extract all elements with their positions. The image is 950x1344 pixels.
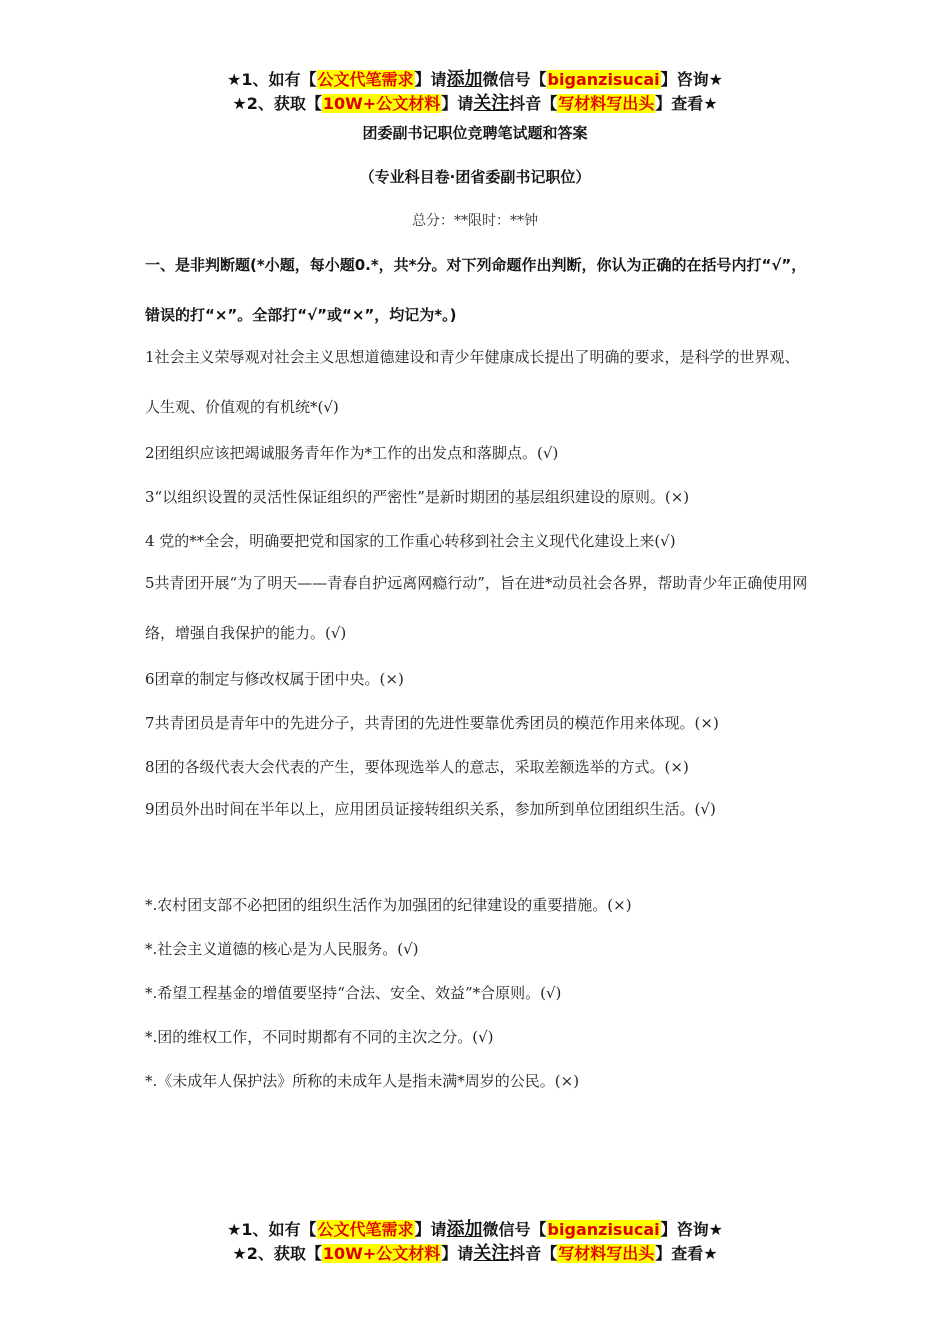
question-item: *.《未成年人保护法》所称的未成年人是指未满*周岁的公民。(×)	[145, 1072, 580, 1090]
banner-text: 】请	[441, 1244, 474, 1263]
section-heading-true-false: 一、是非判断题(*小题，每小题0.*，共*分。对下列命题作出判断，你认为正确的在括号内打“√”，错误的打“×”。全部打“√”或“×”，均记为*。)	[145, 256, 807, 324]
banner-emphasis: 添加	[446, 1219, 483, 1240]
banner-highlight: 公文代笔需求	[317, 1220, 414, 1239]
banner-text: 】请	[441, 94, 474, 113]
banner-line-1	[0, 68, 950, 92]
banner-emphasis: 关注	[473, 93, 510, 114]
banner-text: ★2、获取【	[232, 1244, 322, 1263]
question-item: 9团员外出时间在半年以上，应用团员证接转组织关系，参加所到单位团组织生活。(√)	[145, 800, 716, 818]
banner-highlight: 公文代笔需求	[317, 70, 414, 89]
banner-highlight: 10W+公文材料	[322, 1244, 441, 1263]
banner-line-1	[0, 1218, 950, 1242]
banner-line-2	[0, 92, 950, 116]
banner-text: 抖音【	[509, 1244, 558, 1263]
question-item: *.农村团支部不必把团的组织生活作为加强团的纪律建设的重要措施。(×)	[145, 896, 632, 914]
banner-text: 】查看★	[655, 94, 718, 113]
bottom-banner	[0, 1218, 950, 1266]
score-and-time: 总分：**限时：**钟	[412, 213, 538, 229]
banner-text: ★2、获取【	[232, 94, 322, 113]
banner-text: ★1、如有【	[227, 70, 317, 89]
banner-text: 微信号【	[482, 70, 547, 89]
banner-text: 】请	[414, 70, 447, 89]
question-item: 3“以组织设置的灵活性保证组织的严密性”是新时期团的基层组织建设的原则。(×)	[145, 488, 690, 506]
banner-emphasis: 关注	[473, 1243, 510, 1264]
question-item: 8团的各级代表大会代表的产生，要体现选举人的意志，采取差额选举的方式。(×)	[145, 758, 689, 776]
banner-douyin-id: 写材料写出头	[558, 1244, 655, 1263]
banner-wechat-id: biganzisucai	[547, 70, 660, 89]
question-item: 4 党的**全会，明确要把党和国家的工作重心转移到社会主义现代化建设上来(√)	[145, 532, 676, 550]
top-banner	[0, 68, 950, 116]
question-item: 7共青团员是青年中的先进分子，共青团的先进性要靠优秀团员的模范作用来体现。(×)	[145, 714, 719, 732]
question-item: *.社会主义道德的核心是为人民服务。(√)	[145, 940, 419, 958]
banner-wechat-id: biganzisucai	[547, 1220, 660, 1239]
banner-text: 】咨询★	[660, 1220, 723, 1239]
banner-text: 】查看★	[655, 1244, 718, 1263]
banner-text: 抖音【	[509, 94, 558, 113]
question-item: 6团章的制定与修改权属于团中央。(×)	[145, 670, 404, 688]
document-subtitle: （专业科目卷·团省委副书记职位）	[359, 168, 591, 186]
question-item: 5共青团开展“为了明天——青春自护远离网瘾行动”，旨在进*动员社会各界，帮助青少年正确使用网络，增强自我保护的能力。(√)	[145, 574, 808, 642]
question-item: *.团的维权工作，不同时期都有不同的主次之分。(√)	[145, 1028, 494, 1046]
question-item: 2团组织应该把竭诚服务青年作为*工作的出发点和落脚点。(√)	[145, 444, 559, 462]
question-item: *.希望工程基金的增值要坚持“合法、安全、效益”*合原则。(√)	[145, 984, 562, 1002]
banner-text: 】请	[414, 1220, 447, 1239]
banner-douyin-id: 写材料写出头	[558, 94, 655, 113]
banner-text: 微信号【	[482, 1220, 547, 1239]
question-item: 1社会主义荣辱观对社会主义思想道德建设和青少年健康成长提出了明确的要求，是科学的世界观、人生观、价值观的有机统*(√)	[145, 348, 800, 416]
banner-text: ★1、如有【	[227, 1220, 317, 1239]
banner-highlight: 10W+公文材料	[322, 94, 441, 113]
document-title: 团委副书记职位竞聘笔试题和答案	[362, 124, 588, 142]
banner-text: 】咨询★	[660, 70, 723, 89]
banner-emphasis: 添加	[446, 69, 483, 90]
banner-line-2	[0, 1242, 950, 1266]
